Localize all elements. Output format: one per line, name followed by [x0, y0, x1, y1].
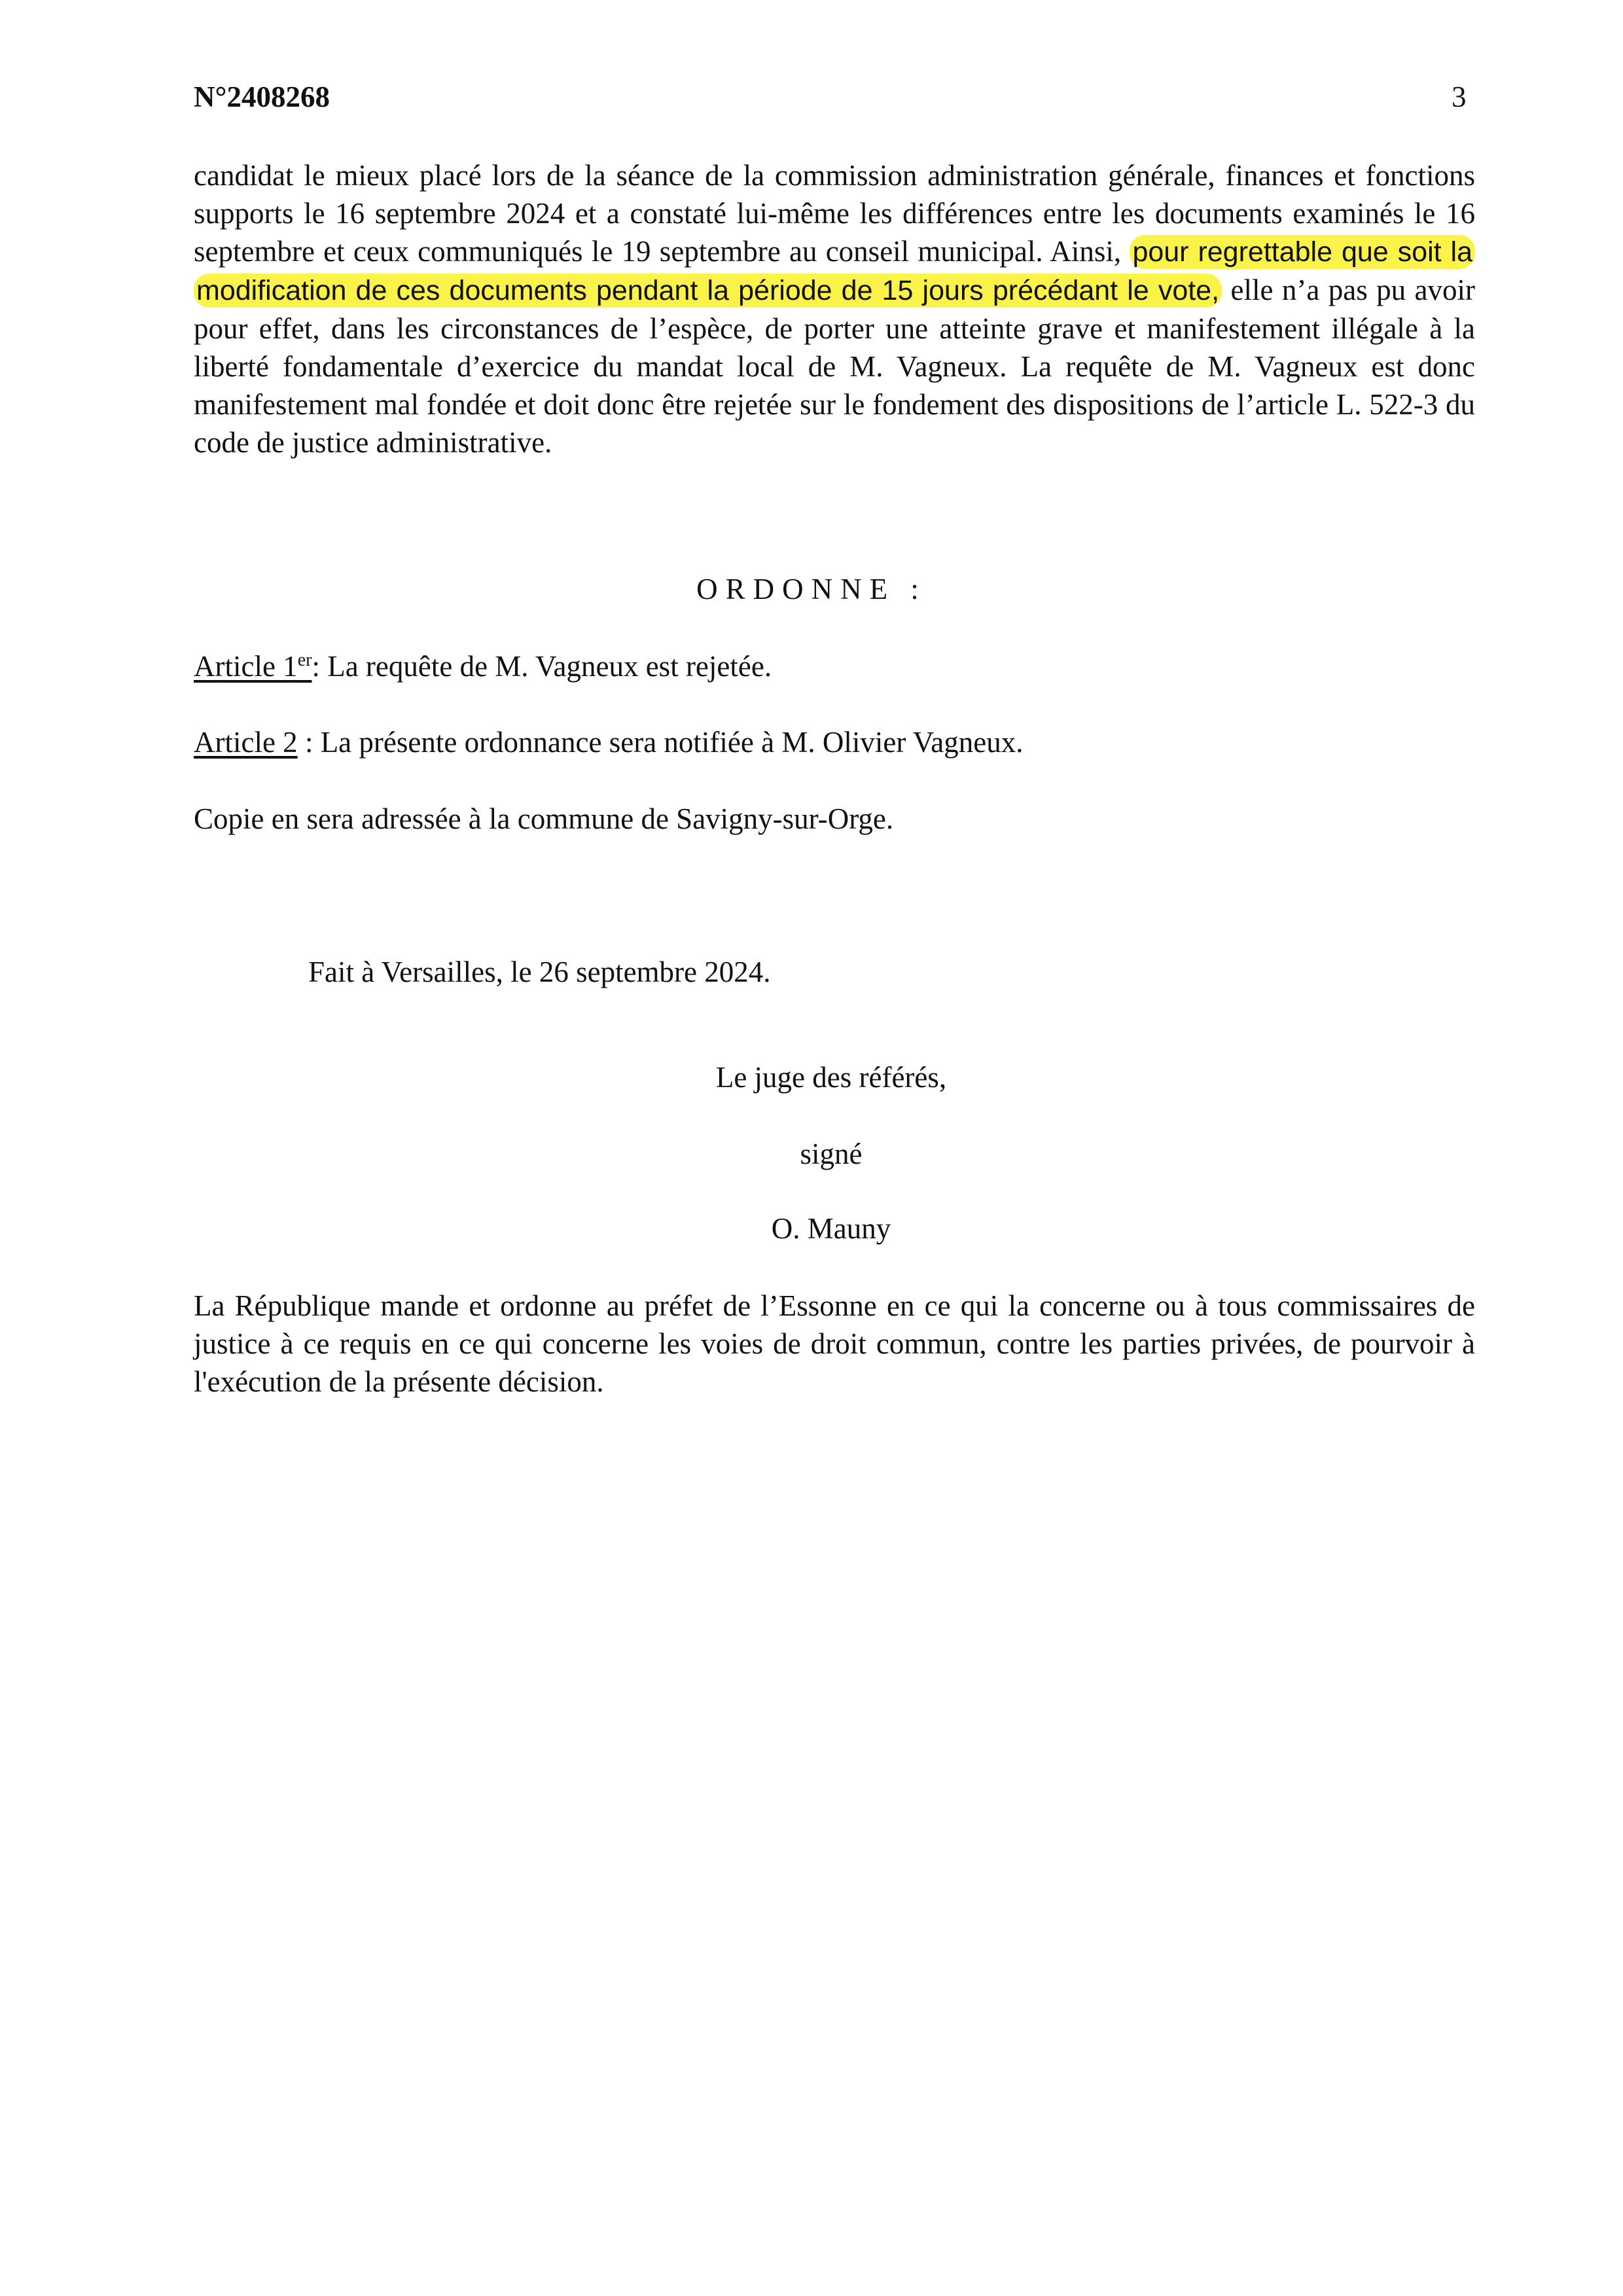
article-2-text: : La présente ordonnance sera notifiée à M. Olivier Vagneux. [297, 726, 1024, 759]
signed-label: signé [800, 1138, 863, 1170]
article-1-label [194, 650, 312, 683]
highlighted-text: pour regrettable que soit la modification de ces documents pendant la période de 15 jours précédant le vote, [194, 235, 1475, 308]
article-1 [194, 649, 772, 683]
article-1-label-text: Article 1 [194, 650, 298, 683]
executory-formula: La République mande et ordonne au préfet de l’Essonne en ce qui la concerne ou à tous commissaires de justice à ce requis en ce qui concerne les voies de droit commun, contre les parties privées, de pourvoir à l'exécution de la présente décision. [194, 1289, 1475, 1398]
article-1-superscript: er [297, 650, 312, 670]
article-2-label: Article 2 [194, 726, 298, 759]
main-paragraph [194, 156, 1475, 461]
copy-notice: Copie en sera adressée à la commune de Savigny-sur-Orge. [194, 802, 894, 835]
paragraph-text-after: elle n’a pas pu avoir pour effet, dans les circonstances de l’espèce, de porter une atteinte grave et manifestement illégale à la liberté fondamentale d’exercice du mandat local de M. Vagneux. La requête de M. Vagneux est donc manifestement mal fondée et doit donc être rejetée sur le fondement des dispositions de l’article L. 522-3 du code de justice administrative. [194, 274, 1476, 459]
judge-role: Le juge des référés, [715, 1061, 947, 1094]
case-number: N°2408268 [194, 81, 330, 113]
article-1-text: : La requête de M. Vagneux est rejetée. [312, 650, 772, 683]
page-number: 3 [1452, 81, 1467, 113]
ordonne-heading: ORDONNE : [696, 573, 927, 605]
article-2 [194, 725, 1023, 759]
place-date: Fait à Versailles, le 26 septembre 2024. [308, 956, 771, 988]
judge-name: O. Mauny [771, 1212, 891, 1245]
paragraph-text-before: candidat le mieux placé lors de la séance de la commission administration générale, finances et fonctions supports le 16 septembre 2024 et a constaté lui-même les différences entre les documents examinés le 16 septembre et ceux communiqués le 19 septembre au conseil municipal. Ainsi, [194, 159, 1475, 268]
